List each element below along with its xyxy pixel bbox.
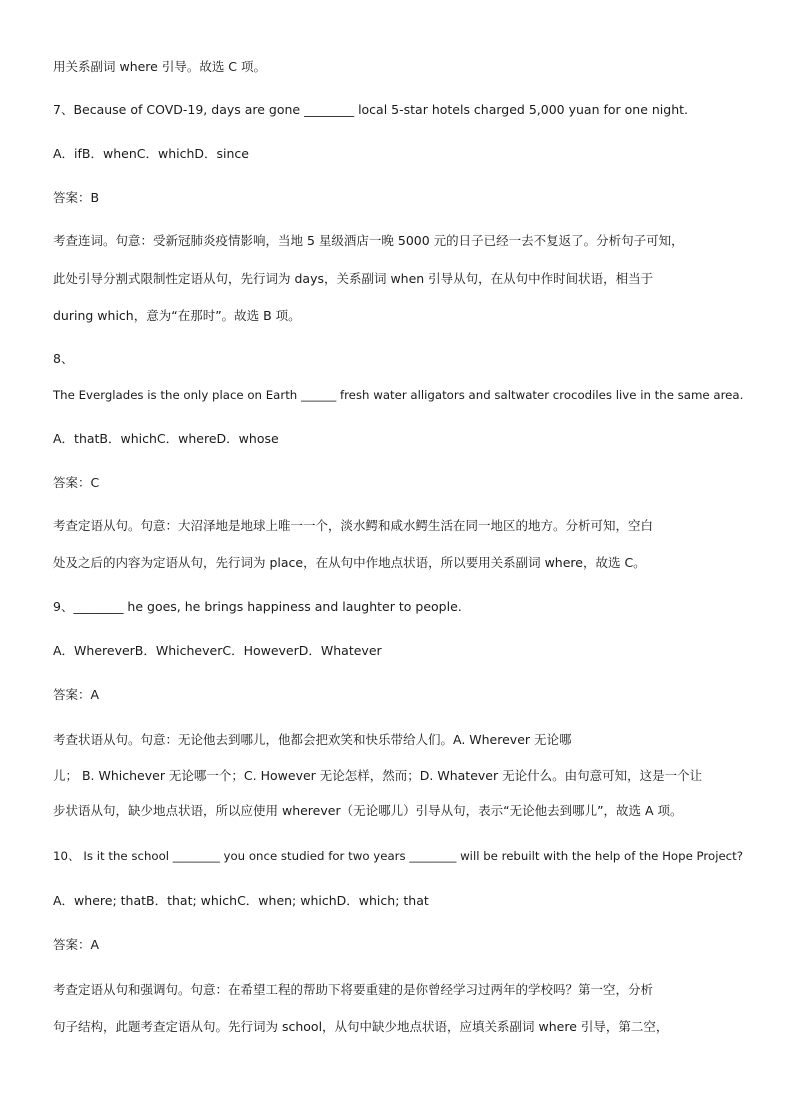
answer-9: 答案：A [53,687,100,702]
answer-8: 答案：C [53,475,100,490]
explanation-9-line-3: 步状语从句，缺少地点状语，所以应使用 wherever（无论哪儿）引导从句，表示“无论他去到哪儿”，故选 A 项。 [53,803,683,818]
answer-10: 答案：A [53,937,100,952]
question-7: 7、Because of COVD-19, days are gone ________ local 5-star hotels charged 5,000 yuan for one night. [53,102,688,117]
explanation-8-line-1: 考查定语从句。句意：大沼泽地是地球上唯一一个，淡水鳄和咸水鳄生活在同一地区的地方。分析可知，空白 [53,518,654,533]
options-9: A．WhereverB．WhicheverC．HoweverD．Whatever [53,643,382,658]
options-10: A．where; thatB．that; whichC．when; whichD．which; that [53,893,429,908]
text-line: 用关系副词 where 引导。故选 C 项。 [53,59,267,74]
explanation-10-line-1: 考查定语从句和强调句。句意：在希望工程的帮助下将要重建的是你曾经学习过两年的学校吗？第一空，分析 [53,982,654,997]
explanation-10-line-2: 句子结构，此题考查定语从句。先行词为 school，从句中缺少地点状语，应填关系副词 where 引导，第二空， [53,1019,669,1034]
options-8: A．thatB．whichC．whereD．whose [53,431,279,446]
answer-7: 答案：B [53,190,100,205]
question-9: 9、________ he goes, he brings happiness and laughter to people. [53,599,462,614]
explanation-9-line-2: 儿； B. Whichever 无论哪一个；C. However 无论怎样，然而；D. Whatever 无论什么。由句意可知，这是一个让 [53,768,703,783]
explanation-7-line-3: during which，意为“在那时”。故选 B 项。 [53,308,301,323]
explanation-7-line-2: 此处引导分割式限制性定语从句，先行词为 days，关系副词 when 引导从句，在从句中作时间状语，相当于 [53,271,654,286]
question-8-number: 8、 [53,351,74,366]
question-10: 10、 Is it the school ________ you once studied for two years ________ will be rebuilt with the help of the Hope Project? [53,849,743,863]
explanation-7-line-1: 考查连词。句意：受新冠肺炎疫情影响，当地 5 星级酒店一晚 5000 元的日子已经一去不复返了。分析句子可知， [53,233,684,248]
options-7: A．ifB．whenC．whichD．since [53,146,249,161]
explanation-9-line-1: 考查状语从句。句意：无论他去到哪儿，他都会把欢笑和快乐带给人们。A. Wherever 无论哪 [53,732,572,747]
explanation-8-line-2: 处及之后的内容为定语从句，先行词为 place，在从句中作地点状语，所以要用关系副词 where，故选 C。 [53,555,646,570]
question-8: The Everglades is the only place on Earth ______ fresh water alligators and saltwater crocodiles live in the same area. [53,388,744,402]
